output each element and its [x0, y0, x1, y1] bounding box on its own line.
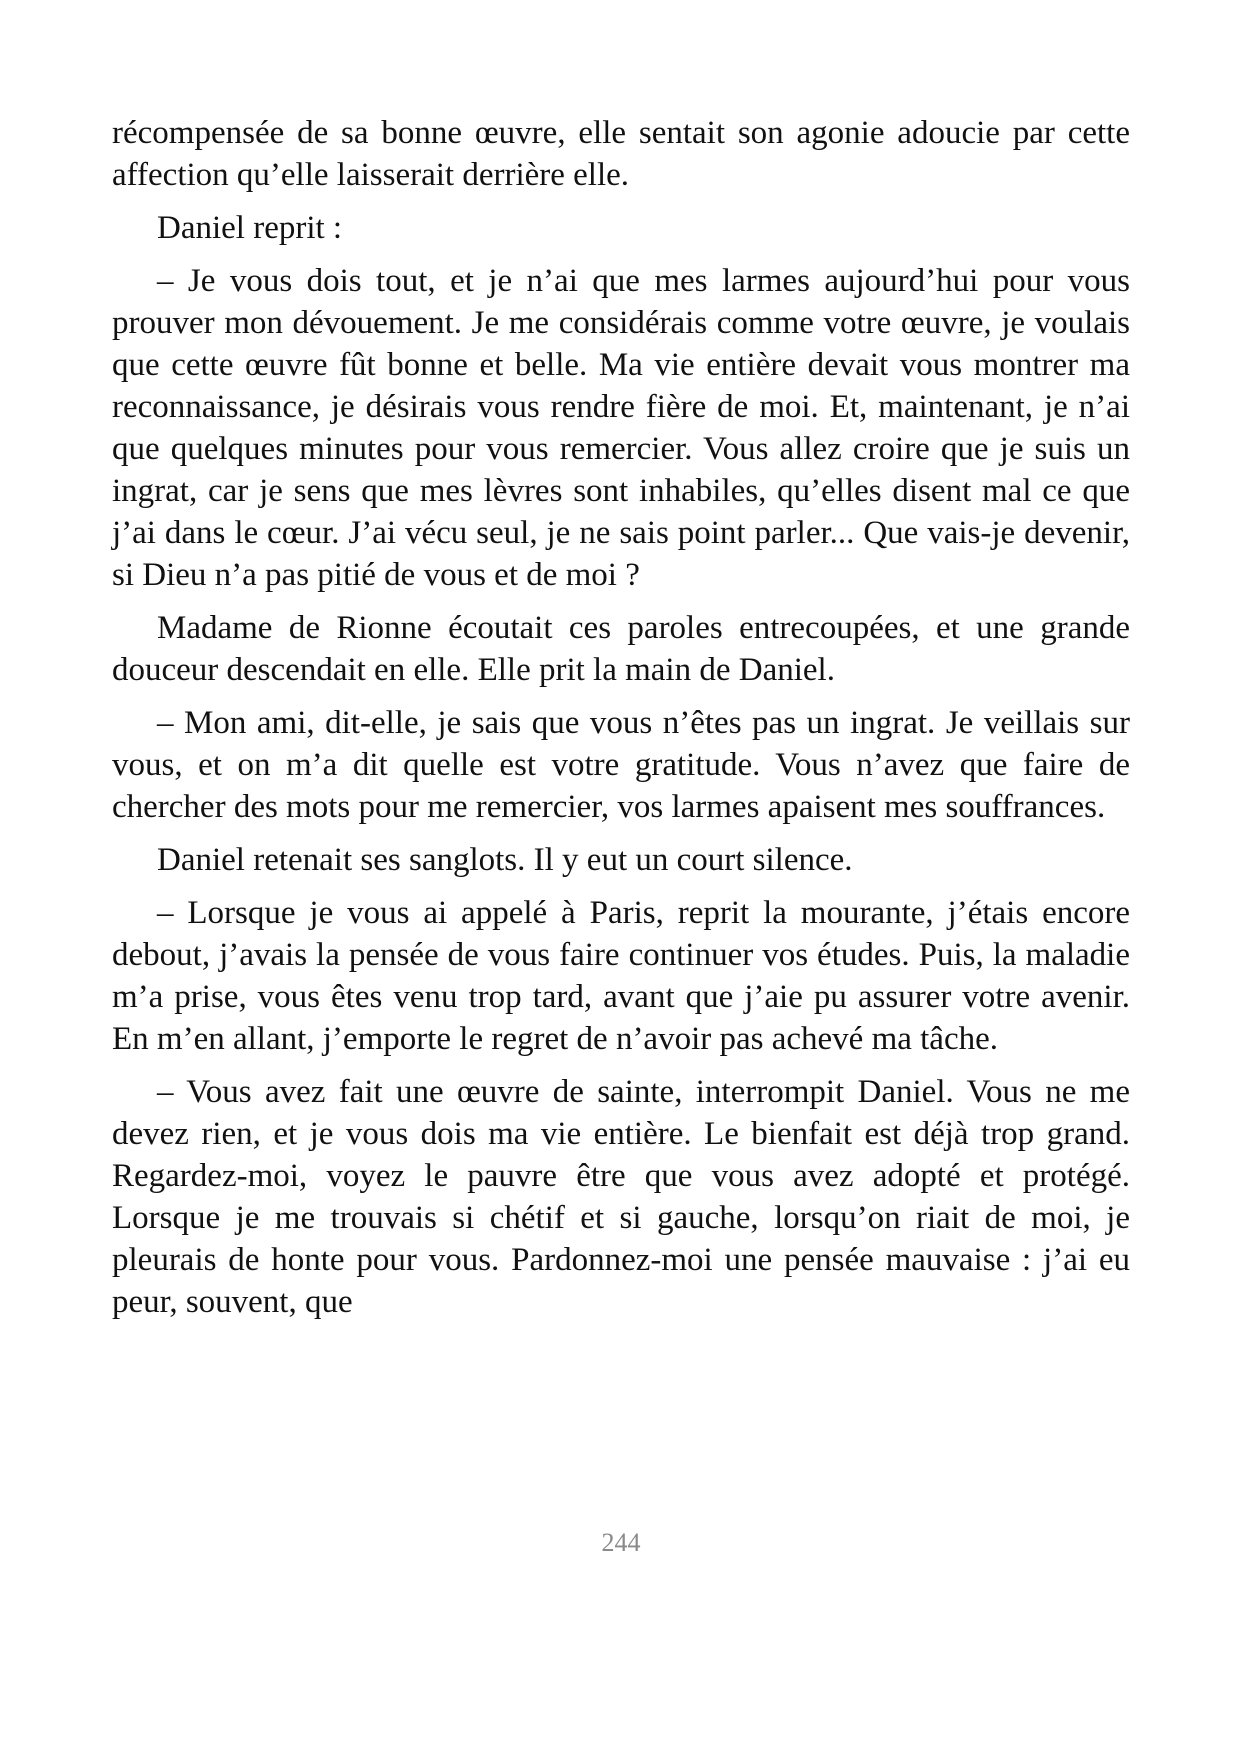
paragraph-6: Daniel retenait ses sanglots. Il y eut un court silence.: [157, 842, 853, 878]
paragraph-2: Daniel reprit :: [157, 210, 343, 246]
paragraph-8: – Vous avez fait une œuvre de sainte, interrompit Daniel. Vous ne me devez rien, et je vous dois ma vie entière. Le bienfait est déjà trop grand. Regardez-moi, voyez le pauvre être que vous avez adopté et protégé. Lorsque je me trouvais si chétif et si gauche, lorsqu’on riait de moi, je pleurais de honte pour vous. Pardonnez-moi une pensée mauvaise : j’ai eu peur, souvent, que: [112, 1074, 1130, 1320]
page-body: [112, 112, 1130, 1334]
paragraph-4: Madame de Rionne écoutait ces paroles entrecoupées, et une grande douceur descendait en elle. Elle prit la main de Daniel.: [112, 610, 1130, 688]
page-number: 244: [601, 1528, 641, 1557]
paragraph-1: récompensée de sa bonne œuvre, elle sentait son agonie adoucie par cette affection qu’elle laisserait derrière elle.: [112, 115, 1130, 193]
paragraph-7: – Lorsque je vous ai appelé à Paris, reprit la mourante, j’étais encore debout, j’avais la pensée de vous faire continuer vos études. Puis, la maladie m’a prise, vous êtes venu trop tard, avant que j’aie pu assurer votre avenir. En m’en allant, j’emporte le regret de n’avoir pas achevé ma tâche.: [112, 895, 1130, 1057]
paragraph-3: – Je vous dois tout, et je n’ai que mes larmes aujourd’hui pour vous prouver mon dévouement. Je me considérais comme votre œuvre, je voulais que cette œuvre fût bonne et belle. Ma vie entière devait vous montrer ma reconnaissance, je désirais vous rendre fière de moi. Et, maintenant, je n’ai que quelques minutes pour vous remercier. Vous allez croire que je suis un ingrat, car je sens que mes lèvres sont inhabiles, qu’elles disent mal ce que j’ai dans le cœur. J’ai vécu seul, je ne sais point parler... Que vais-je devenir, si Dieu n’a pas pitié de vous et de moi ?: [112, 263, 1130, 593]
paragraph-5: – Mon ami, dit-elle, je sais que vous n’êtes pas un ingrat. Je veillais sur vous, et on m’a dit quelle est votre gratitude. Vous n’avez que faire de chercher des mots pour me remercier, vos larmes apaisent mes souffrances.: [112, 705, 1130, 825]
